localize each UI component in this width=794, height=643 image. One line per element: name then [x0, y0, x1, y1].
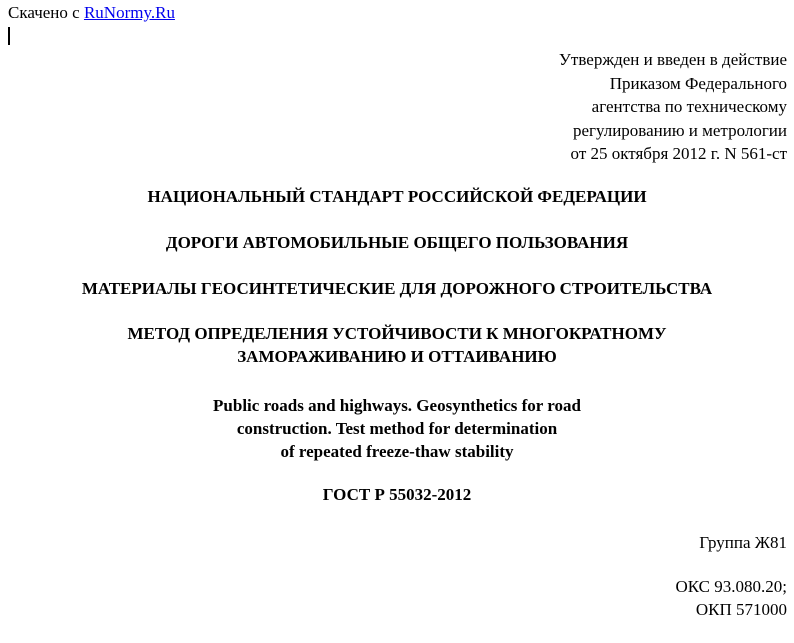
standard-heading: НАЦИОНАЛЬНЫЙ СТАНДАРТ РОССИЙСКОЙ ФЕДЕРАЦИИ: [147, 187, 647, 206]
gost-designation: ГОСТ Р 55032-2012: [322, 485, 472, 504]
runormy-link[interactable]: RuNormy.Ru: [83, 3, 175, 22]
oks-code: ОКС 93.080.20;: [675, 577, 787, 596]
approval-line: агентства по техническому: [591, 97, 787, 116]
download-source-line: [8, 3, 175, 23]
english-title-line: Public roads and highways. Geosynthetics for road: [213, 396, 581, 415]
okp-code: ОКП 571000: [695, 600, 787, 619]
approval-block: [559, 48, 787, 166]
method-heading-line: ЗАМОРАЖИВАНИЮ И ОТТАИВАНИЮ: [237, 347, 557, 366]
approval-line: Приказом Федерального: [609, 73, 787, 93]
text-cursor: [8, 27, 10, 45]
approval-line: регулированию и метрологии: [572, 120, 787, 140]
downloaded-prefix: Скачено с: [8, 3, 80, 22]
english-title: [0, 394, 794, 463]
english-title-line: of repeated freeze-thaw stability: [280, 442, 514, 461]
roads-heading: ДОРОГИ АВТОМОБИЛЬНЫЕ ОБЩЕГО ПОЛЬЗОВАНИЯ: [165, 233, 629, 252]
materials-heading: МАТЕРИАЛЫ ГЕОСИНТЕТИЧЕСКИЕ ДЛЯ ДОРОЖНОГО СТРОИТЕЛЬСТВА: [81, 279, 713, 298]
classification-codes: [675, 575, 787, 621]
method-heading-line: МЕТОД ОПРЕДЕЛЕНИЯ УСТОЙЧИВОСТИ К МНОГОКРАТНОМУ: [127, 324, 667, 343]
group-code: Группа Ж81: [699, 533, 787, 552]
method-heading: [0, 322, 794, 368]
approval-line: Утвержден и введен в действие: [558, 50, 787, 69]
english-title-line: construction. Test method for determination: [236, 419, 558, 438]
approval-line: от 25 октября 2012 г. N 561-ст: [570, 144, 787, 163]
